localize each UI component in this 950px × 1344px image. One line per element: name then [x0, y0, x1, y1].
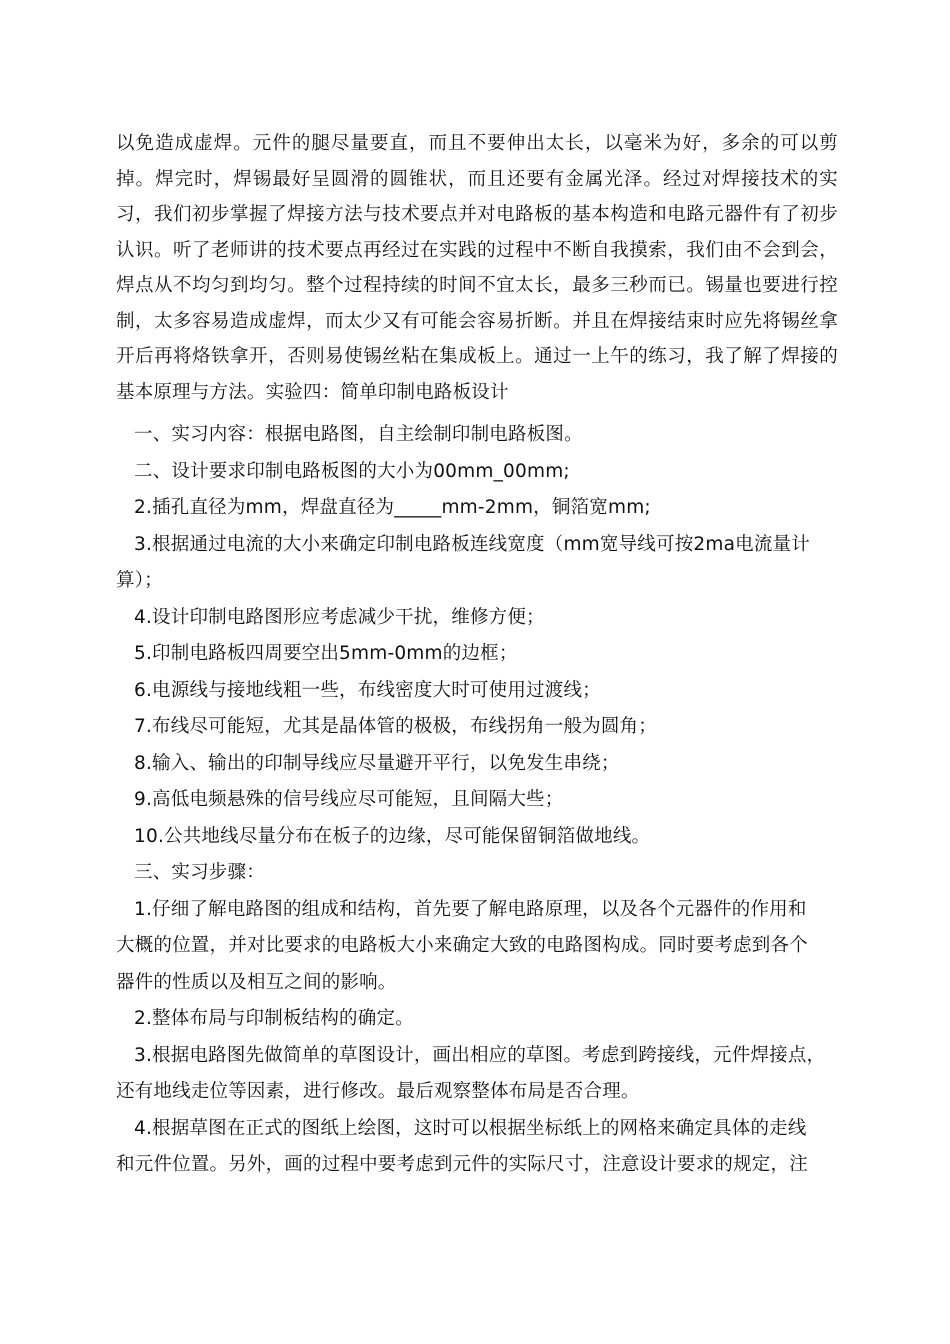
list-item: 8.输入、输出的印制导线应尽量避开平行，以免发生串绕； — [134, 752, 620, 774]
list-item: 7.布线尽可能短，尤其是晶体管的极极，布线拐角一般为圆角； — [134, 716, 657, 737]
list-item: 5.印制电路板四周要空出5mm-0mm的边框； — [134, 643, 518, 664]
step-item-continuation: 器件的性质以及相互之间的影响。 — [116, 971, 397, 993]
step-item: 1.仔细了解电路图的组成和结构，首先要了解电路原理，以及各个元器件的作用和 — [134, 898, 807, 920]
step-item: 3.根据电路图先做简单的草图设计，画出相应的草图。考虑到跨接线，元件焊接点， — [134, 1044, 826, 1066]
list-item: 6.电源线与接地线粗一些，布线密度大时可使用过渡线； — [134, 679, 601, 701]
step-item-continuation: 和元件位置。另外，画的过程中要考虑到元件的实际尺寸，注意设计要求的规定，注 — [116, 1154, 808, 1175]
list-item-continuation: 算）； — [116, 570, 163, 591]
step-item: 2.整体布局与印制板结构的确定。 — [134, 1008, 414, 1029]
list-item: 4.设计印制电路图形应考虑减少干扰，维修方便； — [134, 606, 545, 628]
step-item-continuation: 还有地线走位等因素，进行修改。最后观察整体布局是否合理。 — [116, 1081, 640, 1102]
section-heading-requirements: 二、设计要求印制电路板图的大小为00mm_00mm; — [134, 460, 570, 482]
section-heading-content: 一、实习内容：根据电路图，自主绘制印制电路板图。 — [134, 424, 583, 445]
step-item: 4.根据草图在正式的图纸上绘图，这时可以根据坐标纸上的网格来确定具体的走线 — [134, 1117, 807, 1139]
intro-paragraph: 以免造成虚焊。元件的腿尽量要直，而且不要伸出太长，以毫米为好，多余的可以剪掉。焊完时，焊锡最好呈圆滑的圆锥状，而且还要有金属光泽。经过对焊接技术的实习，我们初步掌握了焊接方法与技术要点并对电路板的基本构造和电路元器件有了初步认识。听了老师讲的技术要点再经过在实践的过程中不断自我摸索，我们由不会到会，焊点从不均匀到均匀。整个过程持续的时间不宜太长，最多三秒而已。锡量也要进行控制，太多容易造成虚焊，而太少又有可能会容易折断。并且在焊接结束时应先将锡丝拿开后再将烙铁拿开，否则易使锡丝粘在集成板上。通过一上午的练习，我了解了焊接的基本原理与方法。实验四：简单印制电路板设计 — [116, 133, 838, 403]
list-item: 3.根据通过电流的大小来确定印制电路板连线宽度（mm宽导线可按2ma电流量计 — [134, 533, 810, 555]
list-item: 2.插孔直径为mm，焊盘直径为_____mm-2mm，铜箔宽mm; — [134, 497, 651, 518]
list-item: 9.高低电频悬殊的信号线应尽可能短，且间隔大些； — [134, 789, 564, 810]
list-item: 10.公共地线尽量分布在板子的边缘，尽可能保留铜箔做地线。 — [134, 825, 651, 847]
section-heading-steps: 三、实习步骤： — [134, 862, 265, 883]
document-lines — [116, 417, 838, 1184]
step-item-continuation: 大概的位置，并对比要求的电路板大小来确定大致的电路图构成。同时要考虑到各个 — [116, 935, 808, 956]
